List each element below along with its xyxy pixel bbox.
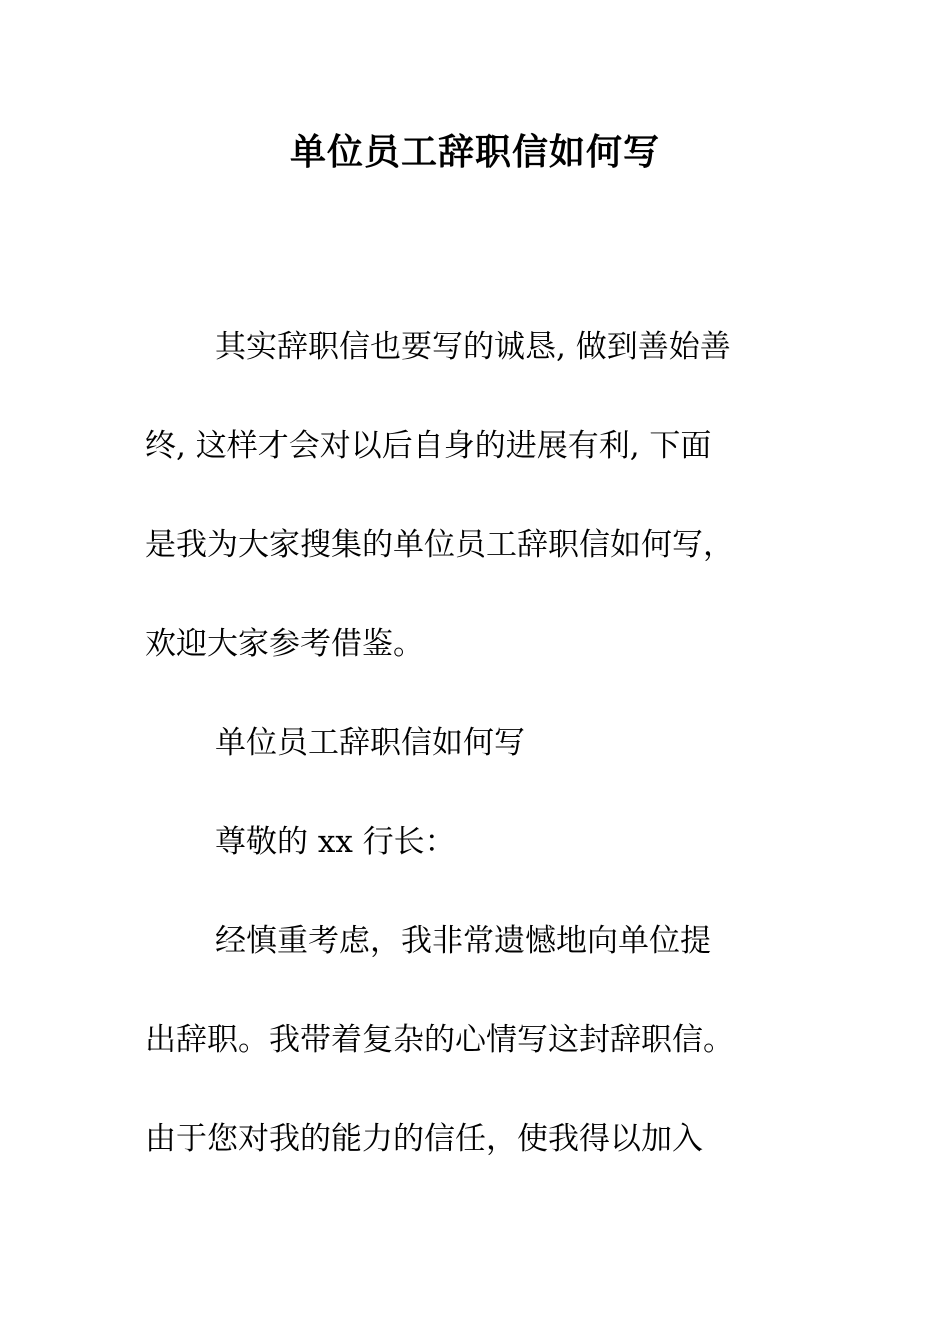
salutation — [145, 793, 805, 892]
letter-body-line-2: 出辞职。我带着复杂的心情写这封辞职信。 — [145, 1022, 734, 1058]
letter-heading — [145, 694, 805, 793]
intro-line-1: 其实辞职信也要写的诚恳, 做到善始善 — [215, 329, 731, 365]
letter-body-line-1: 经慎重考虑，我非常遗憾地向单位提 — [215, 923, 711, 959]
intro-paragraph — [145, 298, 805, 694]
intro-line-3: 是我为大家搜集的单位员工辞职信如何写， — [145, 527, 734, 563]
letter-body-paragraph — [145, 892, 805, 1189]
intro-line-2: 终, 这样才会对以后自身的进展有利, 下面 — [145, 428, 712, 464]
salutation-line: 尊敬的 xx 行长： — [215, 824, 456, 860]
letter-heading-line: 单位员工辞职信如何写 — [215, 725, 525, 761]
document-body — [145, 298, 805, 1189]
intro-line-4: 欢迎大家参考借鉴。 — [145, 626, 424, 662]
letter-body-line-3: 由于您对我的能力的信任，使我得以加入 — [145, 1121, 703, 1157]
document-title: 单位员工辞职信如何写 — [289, 131, 660, 173]
